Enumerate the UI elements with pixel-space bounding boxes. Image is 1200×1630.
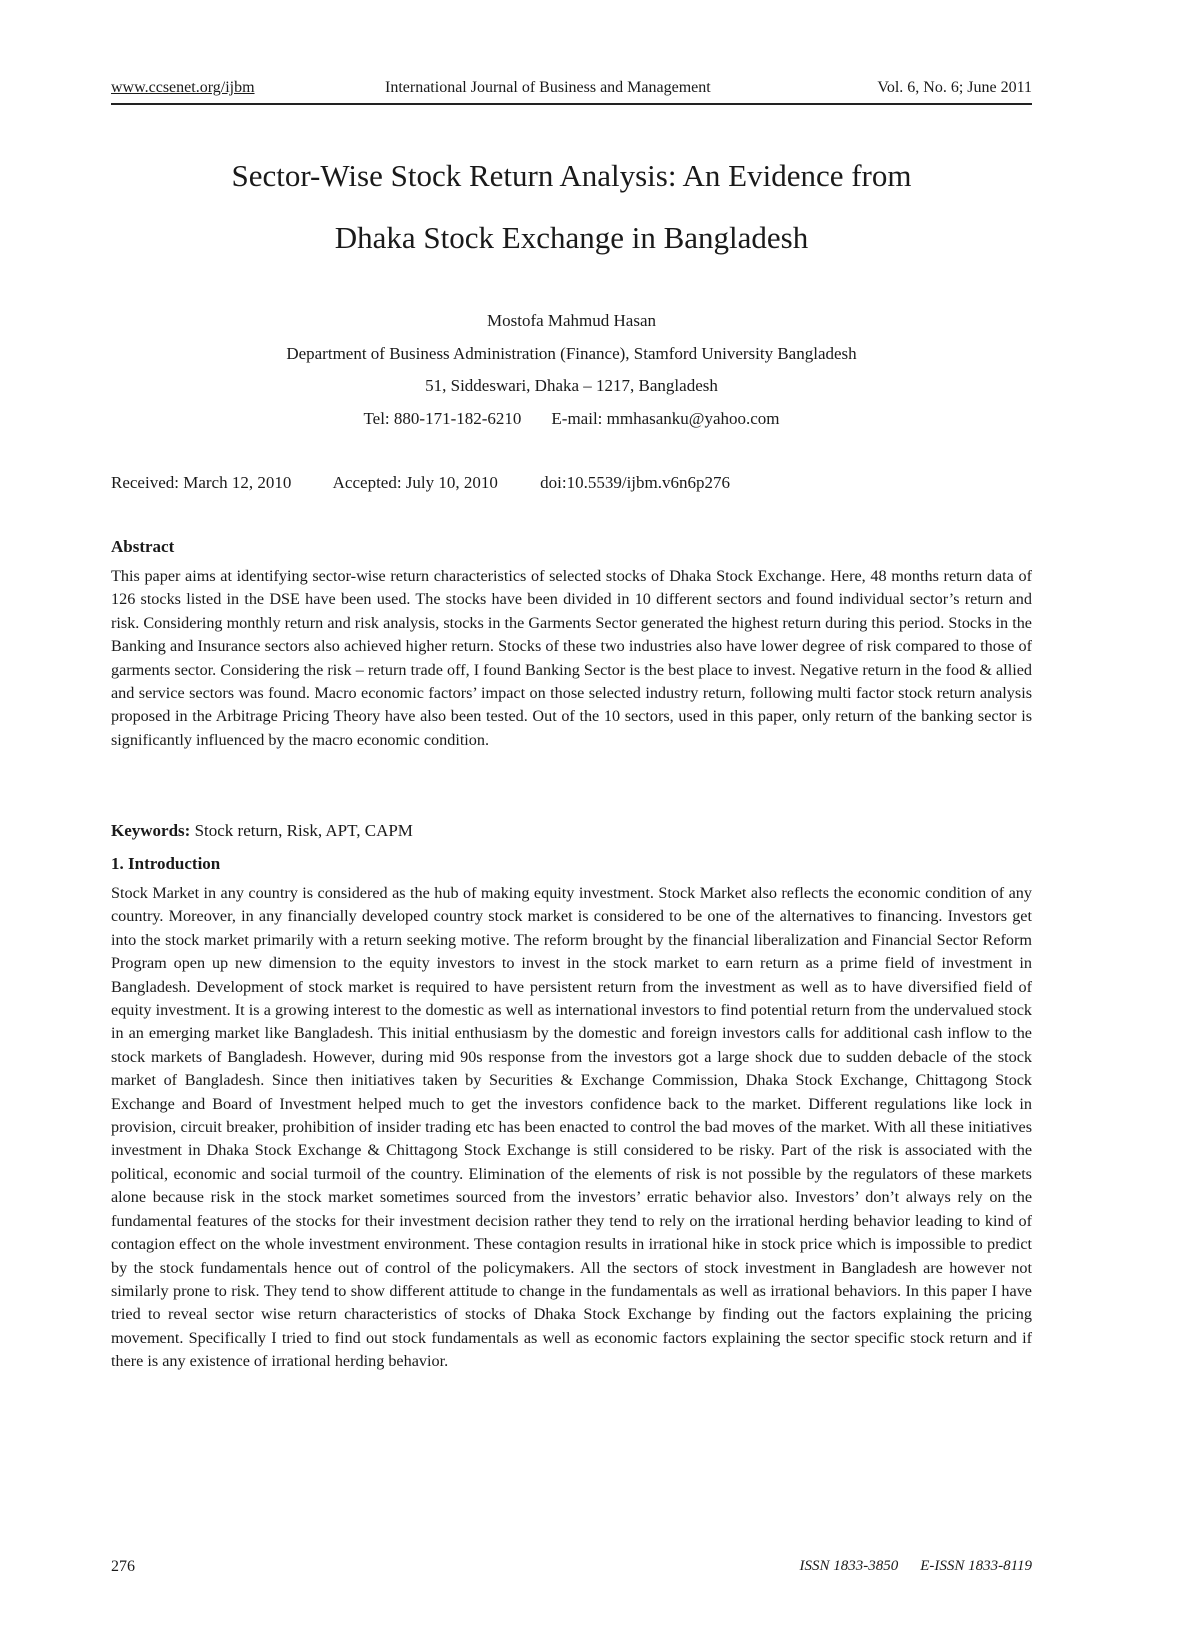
author-affiliation: Department of Business Administration (Finance), Stamford University Bangladesh <box>286 344 857 363</box>
keywords-list: Stock return, Risk, APT, CAPM <box>190 821 413 840</box>
author-name: Mostofa Mahmud Hasan <box>486 311 657 330</box>
journal-url-link[interactable]: www.ccsenet.org/ijbm <box>111 79 255 96</box>
keywords <box>111 820 413 842</box>
accepted-date: Accepted: July 10, 2010 <box>332 473 498 492</box>
issn: ISSN 1833-3850 <box>799 1558 899 1574</box>
received-date: Received: March 12, 2010 <box>111 473 292 492</box>
abstract-text: This paper aims at identifying sector-wise return characteristics of selected stocks of Dhaka Stock Exchange. Here, 48 months return data of 126 stocks listed in the DSE have been used. The stocks have been divided in 10 different sectors and found individual sector’s return and risk. Considering monthly return and risk analysis, stocks in the Garments Sector generated the highest return during this period. Stocks in the Banking and Insurance sectors also achieved higher return. Stocks of these two industries also have lower degree of risk compared to those of garments sector. Considering the risk – return trade off, I found Banking Sector is the best place to invest. Negative return in the food & allied and service sectors was found. Macro economic factors’ impact on those selected industry return, following multi factor stock return analysis proposed in the Arbitrage Pricing Theory have also been tested. Out of the 10 sectors, used in this paper, only return of the banking sector is significantly influenced by the macro economic condition. <box>111 567 1032 749</box>
paper-title-line-1: Sector-Wise Stock Return Analysis: An Evidence from <box>231 158 912 193</box>
introduction-text: Stock Market in any country is considered as the hub of making equity investment. Stock Market also reflects the economic condition of any country. Moreover, in any financially developed country stock market is considered to be one of the alternatives to financing. Investors get into the stock market primarily with a return seeking motive. The reform brought by the financial liberalization and Financial Sector Reform Program open up new dimension to the equity investors to invest in the stock market to earn return as a prime field of investment in Bangladesh. Development of stock market is required to have persistent return from the investment as well as to have diversified field of equity investment. It is a growing interest to the domestic as well as international investors to find potential return from the undervalued stock in an emerging market like Bangladesh. This initial enthusiasm by the domestic and foreign investors calls for additional cash inflow to the stock markets of Bangladesh. However, during mid 90s response from the investors got a large shock due to sudden debacle of the stock market of Bangladesh. Since then initiatives taken by Securities & Exchange Commission, Dhaka Stock Exchange, Chittagong Stock Exchange and Board of Investment helped much to get the investors confidence back to the market. Different regulations like lock in provision, circuit breaker, prohibition of insider trading etc has been enacted to control the bad moves of the market. With all these initiatives investment in Dhaka Stock Exchange & Chittagong Stock Exchange is still considered to be risky. Part of the risk is associated with the political, economic and social turmoil of the country. Elimination of the elements of risk is not possible by the regulators of these markets alone because risk in the stock market sometimes sourced from the investors’ erratic behavior also. Investors’ don’t always rely on the fundamental features of the stocks for their investment decision rather they tend to rely on the irrational herding behavior leading to kind of contagion effect on the whole investment environment. These contagion results in irrational hike in stock price which is impossible to predict by the stock fundamentals hence out of control of the policymakers. All the sectors of stock investment in Bangladesh are however not similarly prone to risk. They tend to show different attitude to change in the fundamentals as well as irrational behaviors. In this paper I have tried to reveal sector wise return characteristics of stocks of Dhaka Stock Exchange by finding out the factors explaining the pricing movement. Specifically I tried to find out stock fundamentals as well as economic factors explaining the sector specific stock return and if there is any existence of irrational herding behavior. <box>111 884 1032 1371</box>
publication-dates <box>111 472 768 494</box>
introduction-heading: 1. Introduction <box>111 854 221 873</box>
author-contact <box>111 408 1032 430</box>
running-header <box>111 79 1032 105</box>
issn-footer <box>799 1558 1032 1575</box>
paper-title-line-2: Dhaka Stock Exchange in Bangladesh <box>334 220 809 255</box>
eissn: E-ISSN 1833-8119 <box>920 1558 1032 1574</box>
author-address: 51, Siddeswari, Dhaka – 1217, Bangladesh <box>425 376 718 395</box>
volume-issue: Vol. 6, No. 6; June 2011 <box>877 79 1032 96</box>
page-number: 276 <box>111 1558 135 1575</box>
journal-name: International Journal of Business and Management <box>385 79 711 96</box>
keywords-label: Keywords: <box>111 821 191 840</box>
abstract-heading: Abstract <box>111 537 175 556</box>
doi: doi:10.5539/ijbm.v6n6p276 <box>540 473 730 492</box>
author-email: E-mail: mmhasanku@yahoo.com <box>551 409 780 428</box>
author-telephone: Tel: 880-171-182-6210 <box>363 409 522 428</box>
